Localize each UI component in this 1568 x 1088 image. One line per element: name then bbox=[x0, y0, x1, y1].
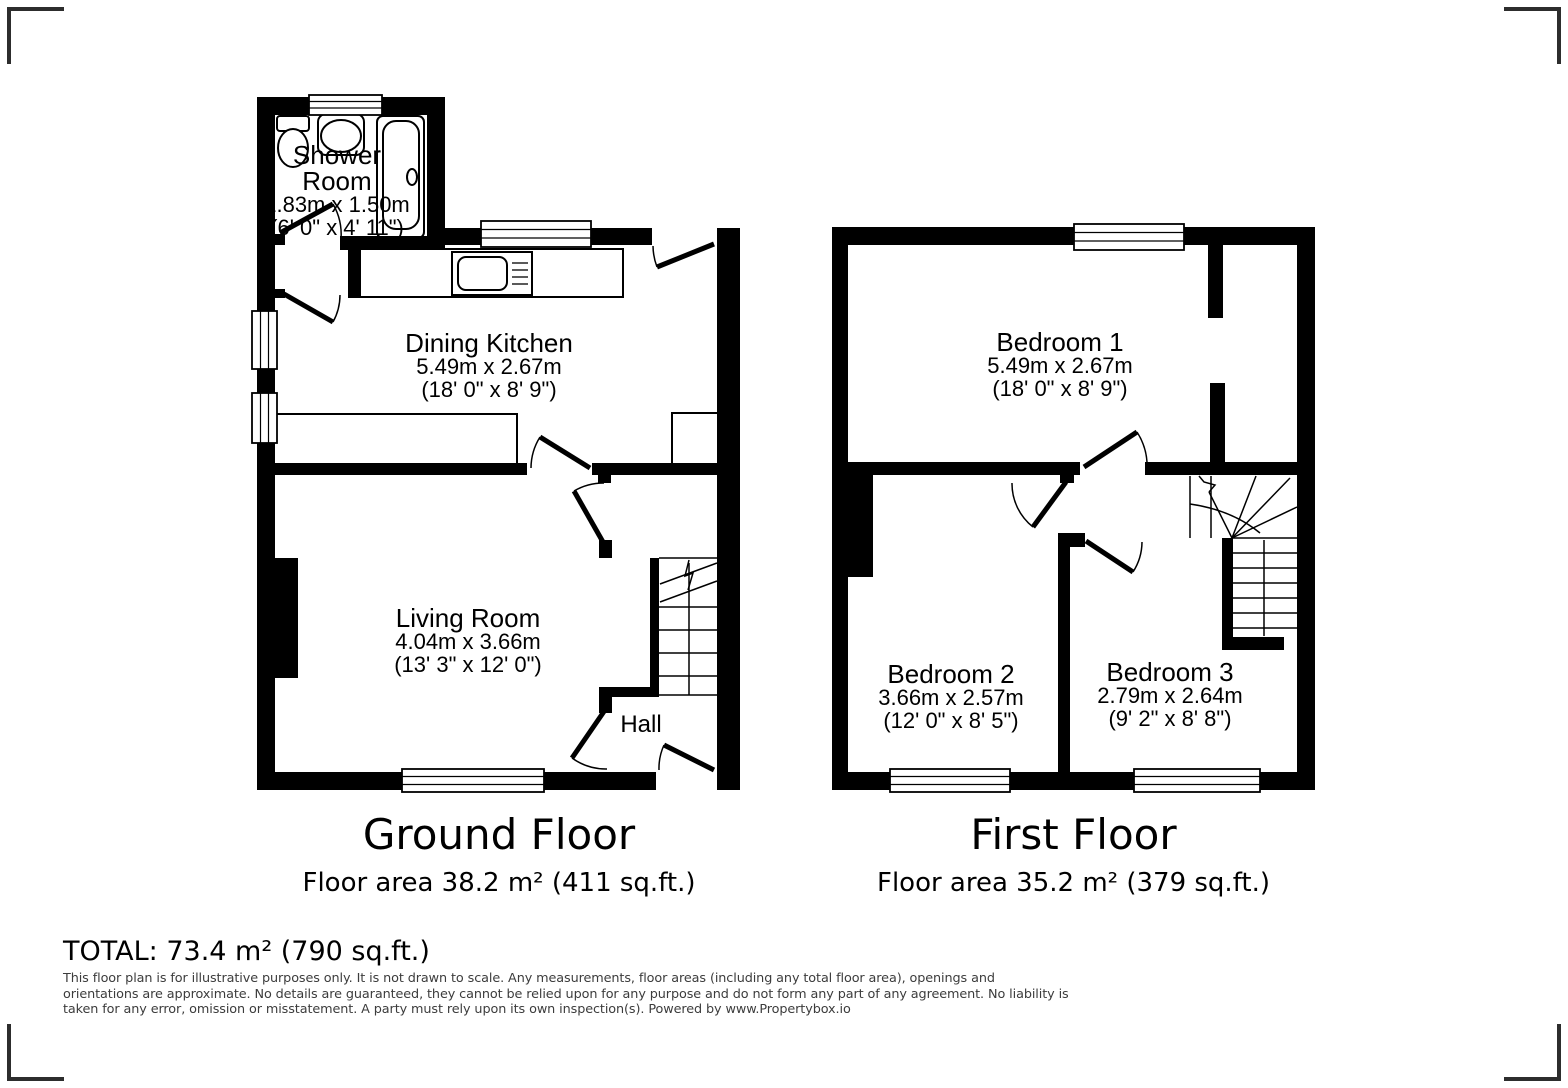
total-area-label: TOTAL: 73.4 m² (790 sq.ft.) bbox=[63, 936, 430, 967]
ground-floor-caption bbox=[253, 812, 745, 898]
room-dims-imperial: (18' 0" x 8' 9") bbox=[421, 376, 557, 402]
window bbox=[402, 769, 544, 792]
room-name: Bedroom 1 bbox=[996, 327, 1124, 357]
disclaimer-line: This floor plan is for illustrative purposes only. It is not drawn to scale. Any measurements, floor areas (including any total floor area), openings and bbox=[63, 971, 995, 986]
door-swing bbox=[659, 745, 714, 770]
window bbox=[890, 769, 1010, 792]
kitchen-counter bbox=[360, 249, 623, 297]
window bbox=[481, 221, 591, 247]
room-label-bedroom-2 bbox=[878, 661, 1024, 732]
room-name: Dining Kitchen bbox=[405, 328, 573, 358]
room-label-living-room bbox=[394, 605, 542, 676]
room-dims-imperial: (12' 0" x 8' 5") bbox=[883, 707, 1019, 733]
first-floor-area: Floor area 35.2 m² (379 sq.ft.) bbox=[876, 868, 1270, 898]
crop-mark-top-left bbox=[7, 7, 64, 64]
first-floor-doors bbox=[1012, 432, 1147, 572]
kitchen-table bbox=[273, 414, 517, 464]
crop-mark-top-right bbox=[1504, 7, 1561, 64]
ground-floor-stairs bbox=[659, 558, 717, 695]
room-dims-metric: 4.04m x 3.66m bbox=[395, 629, 541, 654]
room-name: Bedroom 3 bbox=[1106, 657, 1234, 687]
room-dims-metric: 2.79m x 2.64m bbox=[1097, 683, 1243, 708]
room-name: Hall bbox=[620, 711, 662, 738]
room-label-bedroom-1 bbox=[987, 329, 1133, 400]
window bbox=[1074, 224, 1184, 250]
room-name: Bedroom 2 bbox=[887, 659, 1015, 689]
room-dims-imperial: (13' 3" x 12' 0") bbox=[394, 651, 542, 677]
room-label-dining-kitchen bbox=[405, 330, 573, 401]
first-floor-title: First Floor bbox=[970, 810, 1177, 859]
window bbox=[1134, 769, 1260, 792]
door-swing bbox=[653, 244, 714, 267]
room-dims-imperial: (9' 2" x 8' 8") bbox=[1108, 705, 1232, 731]
room-label-hall bbox=[620, 712, 661, 738]
kitchen-cupboard bbox=[672, 413, 723, 465]
front-door-opening bbox=[656, 771, 717, 791]
door-swing bbox=[531, 437, 590, 468]
door-swing bbox=[1086, 541, 1142, 572]
disclaimer-line: taken for any error, omission or misstatement. A party must rely upon its own inspection(s). Powered by www.Propertybox.io bbox=[63, 1002, 851, 1017]
ground-floor-title: Ground Floor bbox=[362, 810, 636, 859]
room-label-bedroom-3 bbox=[1097, 659, 1243, 730]
room-dims-metric: 1.83m x 1.50m bbox=[264, 192, 410, 217]
disclaimer-text bbox=[63, 971, 1069, 1018]
room-name: Living Room bbox=[395, 603, 541, 633]
window bbox=[252, 393, 277, 443]
door-swing bbox=[1084, 432, 1147, 467]
window bbox=[309, 95, 382, 115]
room-dims-metric: 5.49m x 2.67m bbox=[987, 353, 1133, 378]
first-floor-caption bbox=[830, 812, 1317, 898]
window bbox=[252, 311, 277, 369]
room-dims-metric: 5.49m x 2.67m bbox=[416, 354, 562, 379]
room-dims-imperial: (6' 0" x 4' 11") bbox=[270, 214, 404, 240]
door-swing bbox=[574, 483, 604, 542]
crop-mark-bottom-right bbox=[1504, 1024, 1561, 1081]
first-floor-stairs bbox=[1190, 476, 1297, 636]
room-label-shower-room bbox=[264, 142, 410, 239]
ground-floor-area: Floor area 38.2 m² (411 sq.ft.) bbox=[302, 868, 696, 898]
room-dims-imperial: (18' 0" x 8' 9") bbox=[992, 375, 1128, 401]
crop-mark-bottom-left bbox=[7, 1024, 64, 1081]
door-swing bbox=[284, 294, 340, 322]
disclaimer-line: orientations are approximate. No details are guaranteed, they cannot be relied upon for any purpose and do not form any part of any agreement. No liability is bbox=[63, 986, 1069, 1002]
door-swing bbox=[572, 710, 607, 769]
door-swing bbox=[1012, 482, 1066, 527]
room-name: Shower Room bbox=[292, 140, 382, 196]
room-dims-metric: 3.66m x 2.57m bbox=[878, 685, 1024, 710]
